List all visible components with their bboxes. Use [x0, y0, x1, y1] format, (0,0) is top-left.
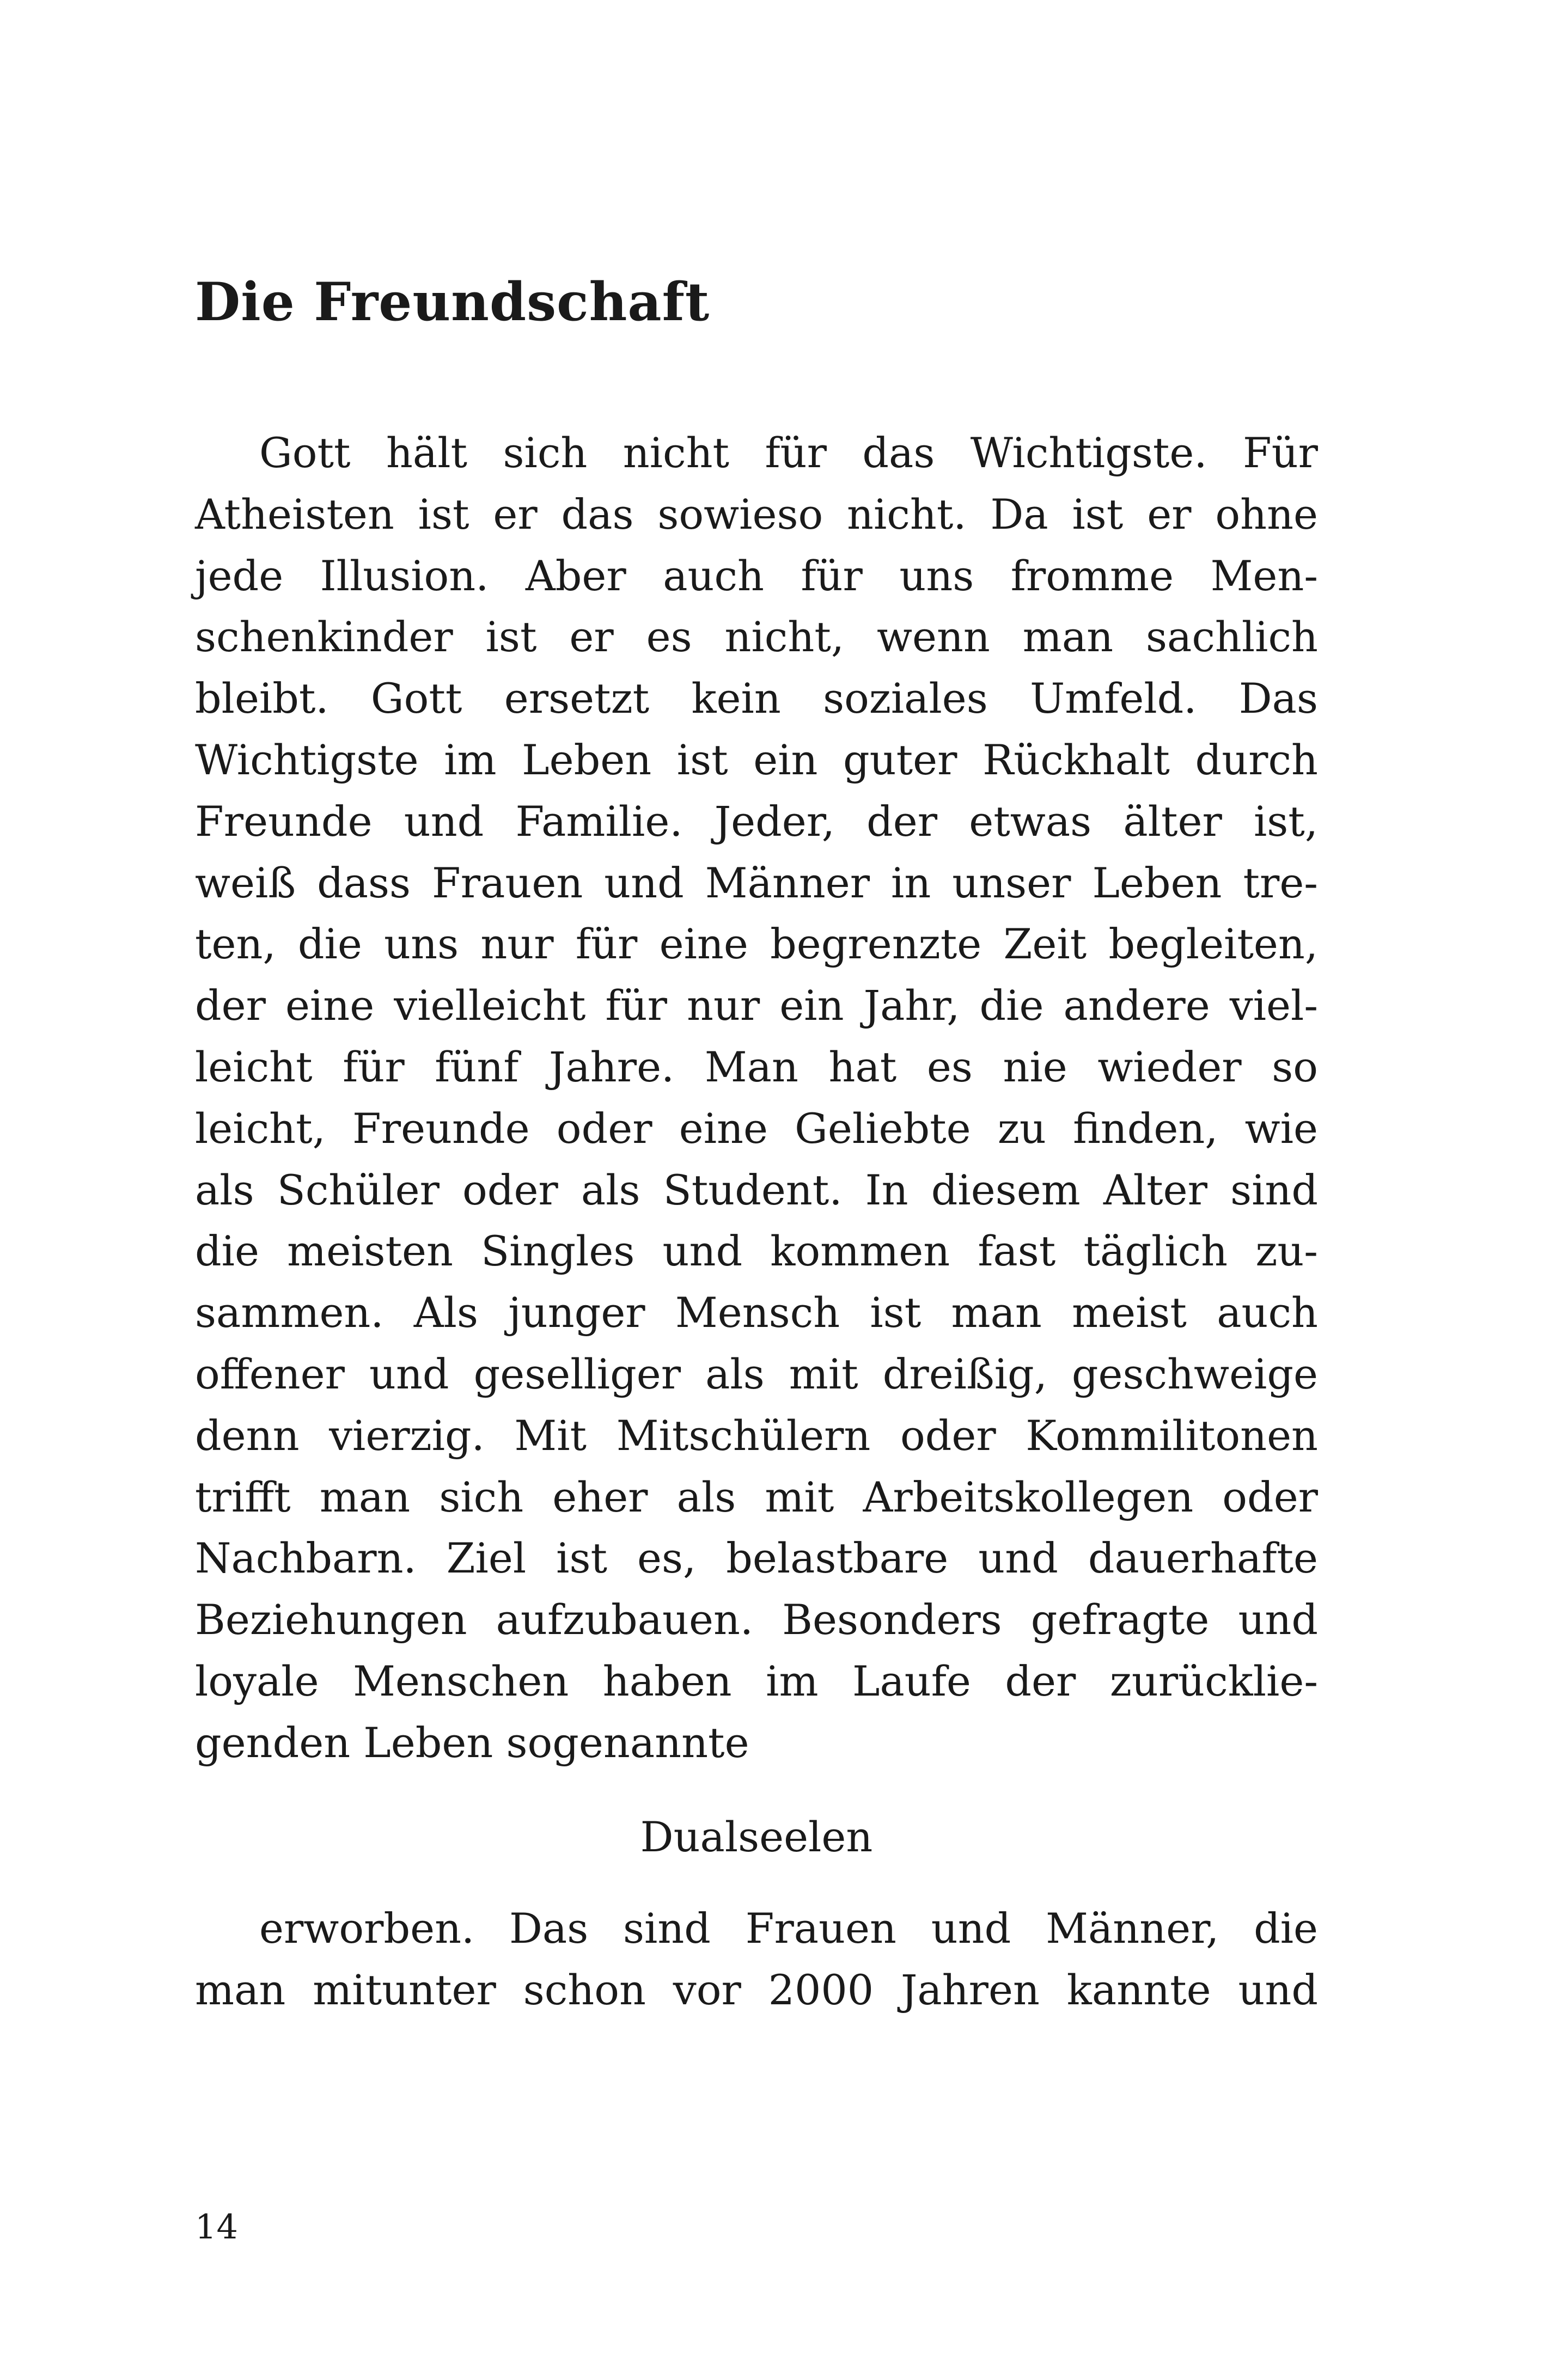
text-line: ten, die uns nur für eine begrenzte Zeit begleiten,: [195, 920, 1318, 969]
text-line: Atheisten ist er das sowieso nicht. Da ist er ohne: [195, 490, 1318, 539]
text-line: leicht, Freunde oder eine Geliebte zu finden, wie: [195, 1104, 1318, 1153]
text-line: bleibt. Gott ersetzt kein soziales Umfeld. Das: [195, 674, 1318, 723]
text-line: trifft man sich eher als mit Arbeitskollegen oder: [195, 1472, 1318, 1521]
text-line: Nachbarn. Ziel ist es, belastbare und dauerhafte: [195, 1534, 1318, 1583]
page-number: 14: [195, 2207, 238, 2247]
text-line: man mitunter schon vor 2000 Jahren kannte und: [195, 1965, 1318, 2014]
text-line: erworben. Das sind Frauen und Männer, die: [259, 1904, 1318, 1953]
text-line: weiß dass Frauen und Männer in unser Leben tre-: [195, 858, 1318, 907]
chapter-title: Die Freundschaft: [195, 271, 710, 333]
text-line: offener und geselliger als mit dreißig, geschweige: [195, 1349, 1318, 1398]
text-line: jede Illusion. Aber auch für uns fromme Men-: [195, 551, 1318, 600]
text-line: Beziehungen aufzubauen. Besonders gefragte und: [195, 1595, 1318, 1644]
paragraph-2: [195, 1898, 1318, 2021]
text-line: leicht für fünf Jahre. Man hat es nie wieder so: [195, 1042, 1318, 1091]
text-line: genden Leben sogenannte: [195, 1718, 749, 1767]
text-line: als Schüler oder als Student. In diesem Alter sind: [195, 1165, 1318, 1214]
text-line: die meisten Singles und kommen fast täglich zu-: [195, 1227, 1318, 1276]
text-line: loyale Menschen haben im Laufe der zurücklie-: [195, 1656, 1318, 1705]
text-line: der eine vielleicht für nur ein Jahr, die andere viel-: [195, 981, 1318, 1030]
text-line: Wichtigste im Leben ist ein guter Rückhalt durch: [195, 735, 1318, 784]
book-page: [195, 0, 1318, 2380]
text-line: Gott hält sich nicht für das Wichtigste. Für: [259, 429, 1318, 477]
text-line: Freunde und Familie. Jeder, der etwas älter ist,: [195, 797, 1318, 846]
paragraph-1: [195, 423, 1318, 1774]
text-line: denn vierzig. Mit Mitschülern oder Kommilitonen: [195, 1411, 1318, 1460]
text-line: sammen. Als junger Mensch ist man meist auch: [195, 1288, 1318, 1337]
centered-term: Dualseelen: [640, 1813, 873, 1861]
text-line: schenkinder ist er es nicht, wenn man sachlich: [195, 613, 1318, 662]
